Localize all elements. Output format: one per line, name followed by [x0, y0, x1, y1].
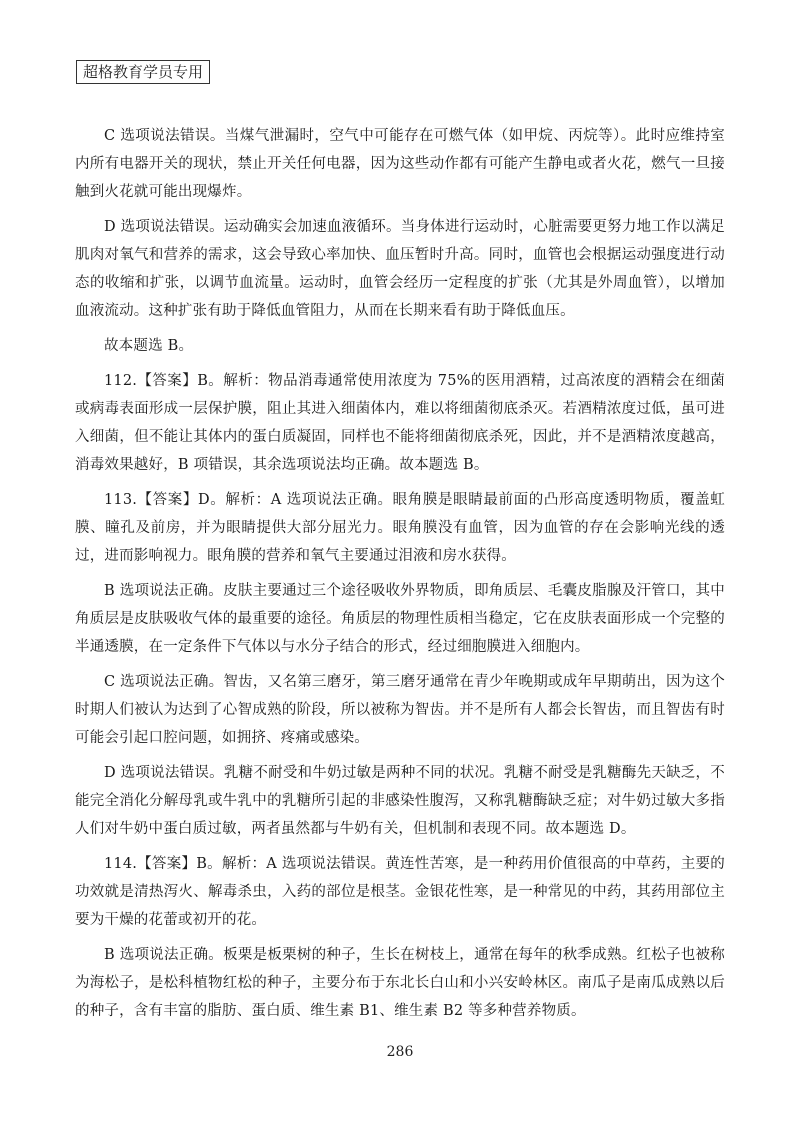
paragraph: 故本题选 B。 [104, 338, 194, 354]
paragraph: C 选项说法正确。智齿，又名第三磨牙，第三磨牙通常在青少年晚期或成年早期萌出，因为这个时期人们被认为达到了心智成熟的阶段，所以被称为智齿。并不是所有人都会长智齿，而且智齿有时可能会引起口腔问题，如拥挤、疼痛或感染。 [75, 674, 725, 746]
paragraph: 113.【答案】D。解析：A 选项说法正确。眼角膜是眼睛最前面的凸形高度透明物质，覆盖虹膜、瞳孔及前房，并为眼睛提供大部分屈光力。眼角膜没有血管，因为血管的存在会影响光线的透过，进而影响视力。眼角膜的营养和氧气主要通过泪液和房水获得。 [75, 492, 725, 564]
paragraph: D 选项说法错误。运动确实会加速血液循环。当身体进行运动时，心脏需要更努力地工作以满足肌肉对氧气和营养的需求，这会导致心率加快、血压暂时升高。同时，血管也会根据运动强度进行动态的收缩和扩张，以调节血流量。运动时，血管会经历一定程度的扩张（尤其是外周血管），以增加血液流动。这种扩张有助于降低血管阻力，从而在长期来看有助于降低血压。 [75, 219, 725, 319]
paragraph: 112.【答案】B。解析：物品消毒通常使用浓度为 75%的医用酒精，过高浓度的酒精会在细菌或病毒表面形成一层保护膜，阻止其进入细菌体内，难以将细菌彻底杀灭。若酒精浓度过低，虽可进入细菌，但不能让其体内的蛋白质凝固，同样也不能将细菌彻底杀死，因此，并不是酒精浓度越高，消毒效果越好，B 项错误，其余选项说法均正确。故本题选 B。 [75, 373, 725, 473]
paragraph: 114.【答案】B。解析：A 选项说法错误。黄连性苦寒，是一种药用价值很高的中草药，主要的功效就是清热泻火、解毒杀虫，入药的部位是根茎。金银花性寒，是一种常见的中药，其药用部位主要为干燥的花蕾或初开的花。 [75, 856, 725, 928]
document-body [75, 122, 725, 1032]
page-number: 286 [386, 1044, 414, 1060]
header-label: 超格教育学员专用 [76, 60, 210, 84]
paragraph: B 选项说法正确。板栗是板栗树的种子，生长在树枝上，通常在每年的秋季成熟。红松子也被称为海松子，是松科植物红松的种子，主要分布于东北长白山和小兴安岭林区。南瓜子是南瓜成熟以后的种子，含有丰富的脂肪、蛋白质、维生素 B1、维生素 B2 等多种营养物质。 [75, 947, 725, 1019]
paragraph: B 选项说法正确。皮肤主要通过三个途径吸收外界物质，即角质层、毛囊皮脂腺及汗管口，其中角质层是皮肤吸收气体的最重要的途径。角质层的物理性质相当稳定，它在皮肤表面形成一个完整的半通透膜，在一定条件下气体以与水分子结合的形式，经过细胞膜进入细胞内。 [75, 583, 725, 655]
paragraph: D 选项说法错误。乳糖不耐受和牛奶过敏是两种不同的状况。乳糖不耐受是乳糖酶先天缺乏，不能完全消化分解母乳或牛乳中的乳糖所引起的非感染性腹泻，又称乳糖酶缺乏症；对牛奶过敏大多指人们对牛奶中蛋白质过敏，两者虽然都与牛奶有关，但机制和表现不同。故本题选 D。 [75, 765, 725, 837]
paragraph: C 选项说法错误。当煤气泄漏时，空气中可能存在可燃气体（如甲烷、丙烷等）。此时应维持室内所有电器开关的现状，禁止开关任何电器，因为这些动作都有可能产生静电或者火花，燃气一旦接触到火花就可能出现爆炸。 [75, 128, 725, 200]
